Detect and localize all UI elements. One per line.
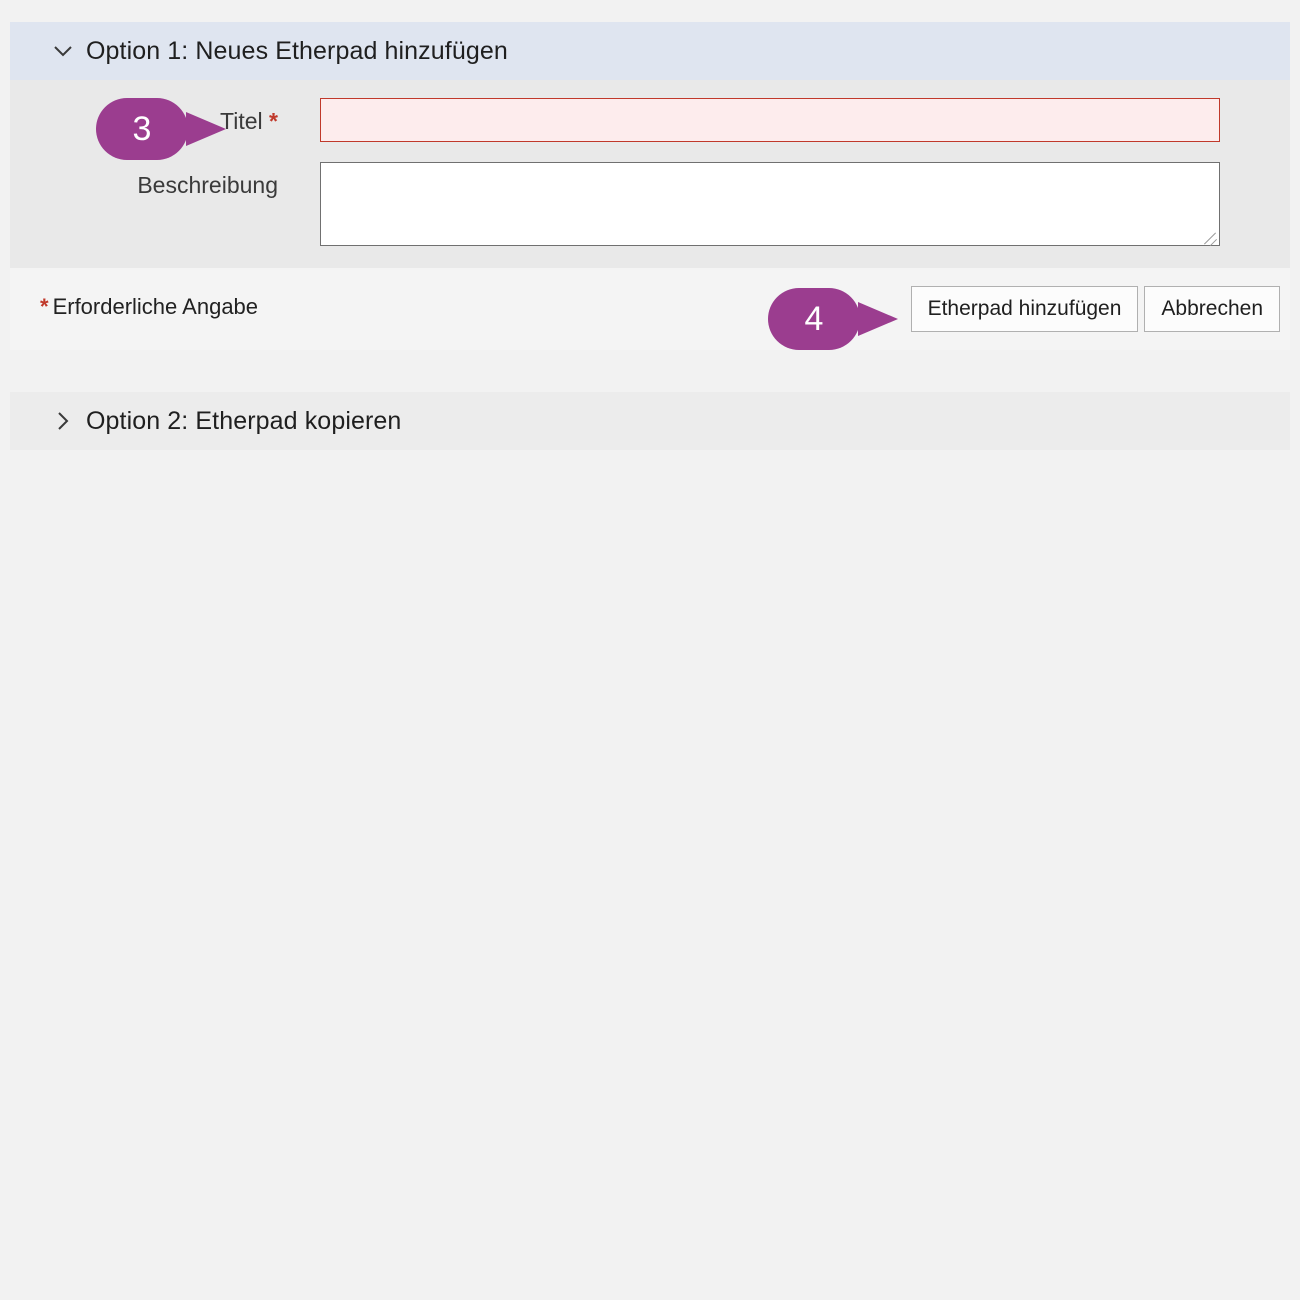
option1-panel: [10, 22, 1290, 350]
section-header-option1[interactable]: [10, 22, 1290, 80]
callout-number-4: 4: [804, 300, 824, 338]
section-header-option2[interactable]: [10, 392, 1290, 450]
form-footer: [10, 268, 1290, 350]
chevron-down-icon: [52, 40, 74, 62]
title-label-text: Titel: [220, 108, 263, 134]
title-input[interactable]: [320, 98, 1220, 142]
description-input-wrapper: [320, 162, 1220, 246]
etherpad-form: [10, 80, 1290, 268]
title-field-label: [10, 98, 320, 148]
form-button-group: [911, 286, 1280, 332]
section-title-option2: Option 2: Etherpad kopieren: [86, 406, 402, 435]
form-row-title: [10, 98, 1290, 148]
required-note: [40, 294, 258, 320]
section-title-option1: Option 1: Neues Etherpad hinzufügen: [86, 36, 508, 65]
callout-number-3: 3: [132, 110, 152, 148]
chevron-right-icon: [52, 410, 74, 432]
title-required-marker: *: [269, 108, 278, 134]
description-field-label: Beschreibung: [137, 172, 278, 198]
required-note-text: Erforderliche Angabe: [52, 294, 259, 319]
form-row-description: [10, 162, 1290, 246]
required-note-marker: *: [40, 294, 49, 319]
submit-button[interactable]: Etherpad hinzufügen: [911, 286, 1139, 332]
description-input[interactable]: [320, 162, 1220, 246]
cancel-button[interactable]: Abbrechen: [1144, 286, 1280, 332]
